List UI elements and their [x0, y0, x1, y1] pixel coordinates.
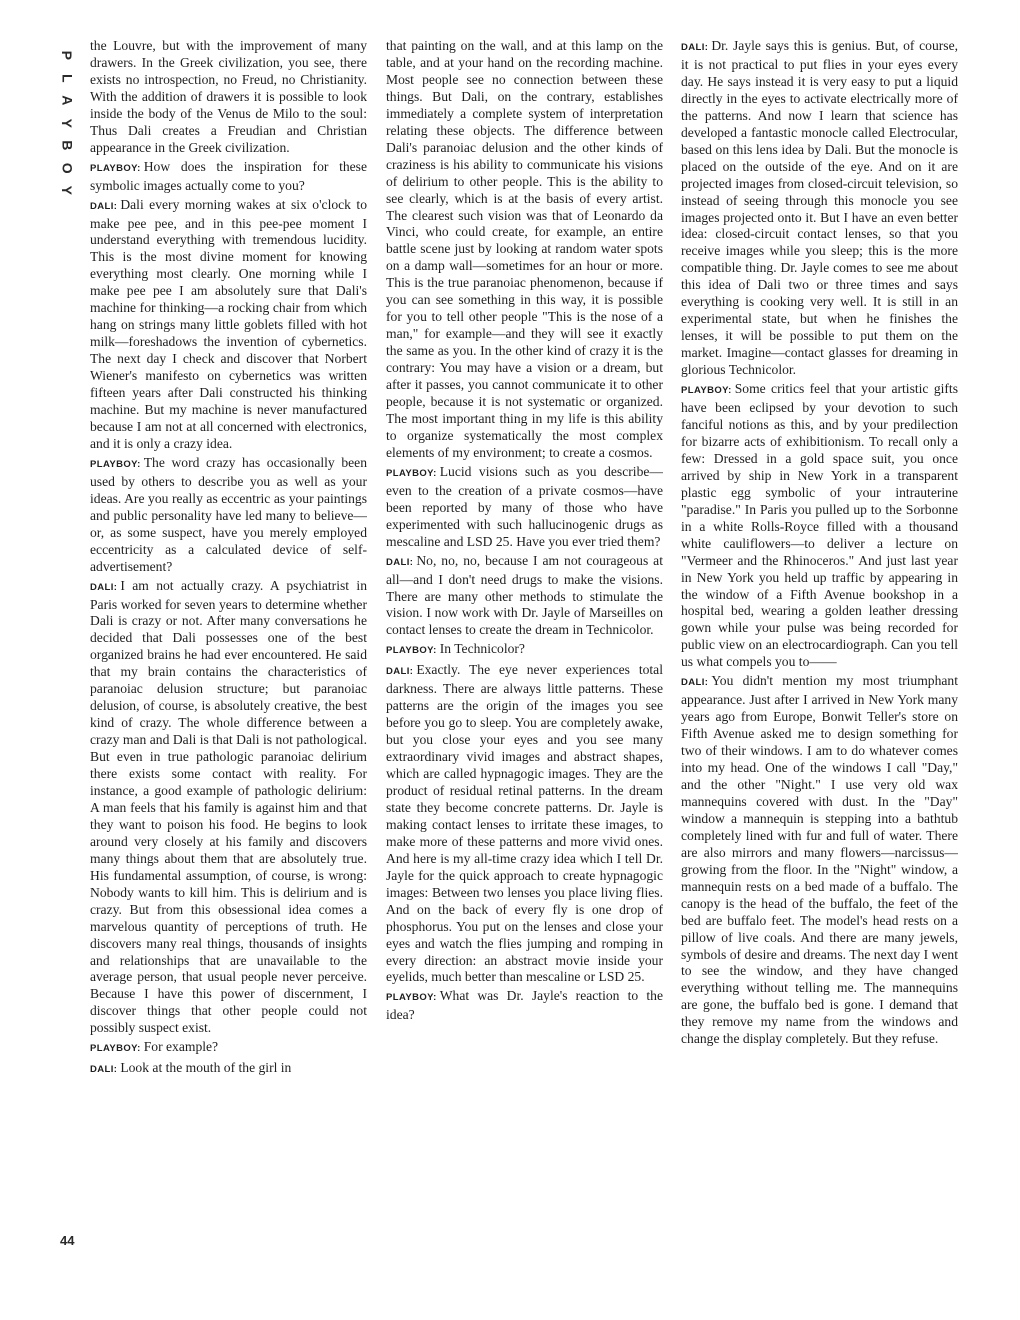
speaker-label: DALI: — [90, 1064, 118, 1076]
article-paragraph — [90, 1060, 367, 1079]
article-paragraph — [90, 38, 367, 157]
logo-letter: Y — [59, 118, 76, 128]
paragraph-text: In Technicolor? — [439, 641, 525, 657]
text-column-1 — [90, 38, 367, 1254]
article-paragraph — [90, 1039, 367, 1058]
article-paragraph — [90, 578, 367, 1038]
logo-letter: Y — [59, 185, 76, 195]
speaker-label: PLAYBOY: — [386, 467, 437, 479]
paragraph-text: Lucid visions such as you describe—even to the creation of a private cosmos—have been reported by many of those who have experimented with such hallucinogenic drugs as mescaline and LSD 25. Have you ever tried them? — [386, 463, 663, 549]
article-paragraph — [681, 381, 958, 671]
speaker-label: DALI: — [386, 666, 414, 678]
paragraph-text: the Louvre, but with the improvement of many drawers. In the Greek civilization, you see, there exists no introspection, no Freud, no Christianity. With the addition of drawers it is possible to look inside the body of the Venus de Milo to the soul: Thus Dali creates a Freudian and Christian appearance in the Greek civilization. — [90, 38, 367, 155]
speaker-label: DALI: — [681, 677, 709, 689]
article-paragraph — [386, 641, 663, 660]
logo-letter: O — [59, 162, 76, 174]
speaker-label: DALI: — [386, 556, 414, 568]
paragraph-text: You didn't mention my most triumphant appearance. Just after I arrived in New York many years ago from Europe, Bonwit Teller's store on Fifth Avenue asked me to design something for two of their windows. I am to do whatever comes into my head. One of the windows I call "Day," and the other "Night." I use very old wax mannequins covered with dust. In the "Day" window a mannequin is stepping into a bathtub completely lined with fur and full of water. There are also mirrors and many flowers—narcissus—growing from the floor. In the "Night" window, a mannequin rests on a bed made of a buffalo. The canopy is the head of the buffalo, the feet of the bed are buffalo feet. The model's head rests on a pillow of live coals. And there are many jewels, symbols of desire and dreams. The next day I went to see the window, and they have changed everything without telling me. The mannequins are gone, the buffalo bed is gone. I demand that they remove my name from the windows and change the display completely. But they refuse. — [681, 673, 958, 1047]
article-paragraph — [386, 988, 663, 1024]
article-paragraph — [90, 197, 367, 453]
article-paragraph — [681, 38, 958, 379]
article-paragraph — [681, 673, 958, 1048]
paragraph-text: Dr. Jayle says this is genius. But, of course, it is not practical to put flies in your eyes every day. He says instead it is very easy to put a liquid directly in the eyes to activate electrically more of the patterns. And now I learn that science has developed a fantastic monocle called Electrocular, based on this lens idea by Dali. But the monocle is placed on the outside of the eye. And on it are projected images from closed-circuit television, so instead of seeing through this monocle you see images projected onto it. But I have an even better idea: closed-circuit contact lenses, so that you receive images while you sleep; this is the more compatible thing. Dr. Jayle comes to see me about this idea of Dali two or three times and says everything is cooking very well. It is still in an experimental state, but when he finishes the lenses, it will be possible to put them on the market. Imagine—contact glasses for dreaming in glorious Technicolor. — [681, 38, 958, 378]
paragraph-text: For example? — [143, 1039, 219, 1055]
logo-letter: P — [59, 50, 76, 60]
text-column-3 — [681, 38, 958, 1254]
article-paragraph — [386, 464, 663, 551]
speaker-label: DALI: — [90, 581, 118, 593]
article-paragraph — [90, 159, 367, 195]
logo-letter: B — [59, 140, 76, 151]
paragraph-text: The word crazy has occasionally been used by others to describe you as well as your ideas. Are you really as eccentric as your paintings and public personality have led many to believe—or, as some suspect, have you merely employed eccentricity as a calculated device of self-advertisement? — [90, 454, 367, 574]
speaker-label: PLAYBOY: — [681, 385, 732, 397]
article-paragraph — [90, 455, 367, 576]
logo-letter: L — [59, 73, 76, 83]
paragraph-text: Exactly. The eye never experiences total darkness. There are always little patterns. These patterns are the origin of the images you see before you go to sleep. You are completely awake, but you close your eyes and you see many extraordinary vivid images and abstract shapes, which are called hypnagogic images. They are the product of residual retinal patterns. In the dream state they become concrete patterns. Dr. Jayle is making contact lenses to irritate these images, to make more of these patterns and more vivid ones. And here is my all-time crazy idea which I tell Dr. Jayle for the quick approach to create hypnagogic images: Between two lenses you place living flies. And on the back of every fly is one drop of phosphorus. You put on the lenses and close your eyes and watch the flies jumping and romping in every direction: an abstract movie inside your eyelids, much better than mescaline or LSD 25. — [386, 662, 663, 985]
article-paragraph — [386, 38, 663, 462]
logo-letter: A — [59, 95, 76, 106]
text-column-2 — [386, 38, 663, 1254]
article-paragraph — [386, 553, 663, 640]
playboy-side-logo — [58, 44, 76, 202]
speaker-label: DALI: — [90, 200, 118, 212]
paragraph-text: What was Dr. Jayle's reaction to the idea? — [386, 988, 663, 1023]
speaker-label: PLAYBOY: — [386, 992, 437, 1004]
speaker-label: DALI: — [681, 42, 709, 53]
paragraph-text: that painting on the wall, and at this lamp on the table, and at your hand on the recording machine. Most people see no connection between these things. But Dali, on the contrary, establishes immediately a complete system of interpretation relating these objects. The difference between Dali's paranoiac delusion and the other kinds of craziness is his ability to communicate his visions of delirium to other people. This is the ability to see clearly, which is at the basis of every artist. The clearest such vision was that of Leonardo da Vinci, who could create, for example, an entire battle scene just by looking at random water spots on a damp wall—sometimes for an hour or more. This is the true paranoiac phenomenon, because if you can see something in this way, it is possible for you to tell other people "This is the nose of a man," for example—and they will see it exactly the same as you. In the other kind of crazy it is the contrary: You may have a vision or a dream, but after it passes, you cannot communicate it to other people, because it is not systematic or organized. The most important thing in my life is this ability to organize systematically the most complex elements of my environment; to create a cosmos. — [386, 38, 663, 460]
paragraph-text: How does the inspiration for these symbolic images actually come to you? — [90, 158, 367, 193]
page-number: 44 — [60, 1233, 75, 1248]
paragraph-text: Dali every morning wakes at six o'clock to make pee pee, and in this pee-pee moment I understand everything with tremendous lucidity. This is the most divine moment for knowing everything most clearly. One morning while I make pee pee I am absolutely sure that Dali's machine for thinking—a rocking chair from which hang on strings many little goblets filled with hot milk—foreshadows the invention of cybernetics. The next day I check and discover that Norbert Wiener's manifesto on cybernetics was written fifteen years after Dali constructed his thinking machine. But my machine is never manufactured because I am not at all concerned with electronics, and it is only a crazy idea. — [90, 196, 367, 451]
paragraph-text: No, no, no, because I am not courageous at all—and I don't need drugs to make the visions. There are many other methods to stimulate the vision. I now work with Dr. Jayle of Marseilles on contact lenses to create the dream in Technicolor. — [386, 552, 663, 638]
speaker-label: PLAYBOY: — [90, 1043, 141, 1055]
paragraph-text: Some critics feel that your artistic gifts have been eclipsed by your devotion to such fanciful notions as this, and by your predilection for bizarre acts of exhibitionism. To recall only a few: Dressed in a gold space suit, you once arrived by ship in New York in a transparent plastic egg symbolic of your intrauterine "paradise." In Paris you pulled up to the Sorbonne in a white Rolls-Royce filled with a thousand white cauliflowers—to deliver a lecture on "Vermeer and the Rhinoceros." And just last year in New York you held up traffic by appearing in the window of a Fifth Avenue bookshop in a hospital bed, wearing a golden leather dressing gown while your pulse was being recorded for public view on an electrocardiograph. Can you tell us what compels you to—— — [681, 381, 958, 670]
paragraph-text: I am not actually crazy. A psychiatrist in Paris worked for seven years to determine whether Dali is crazy or not. After many conversations he decided that Dali possesses one of the best organized brains he had ever encountered. He said that my brain contains the characteristics of paranoiac delusion structure; but paranoiac delusion, of course, is absolutely creative, the best kind of crazy. The whole difference between a crazy man and Dali is that Dali is not pathological. But even in true pathologic paranoiac delirium there exists some contact with reality. For instance, a good example of pathologic delirium: A man feels that his family is against him and that they want to poison his food. He begins to look around very closely at his family and discovers many things about them that are absolutely true. His fundamental assumption, of course, is wrong: Nobody wants to kill him. This is delirium and is crazy. But from this obsessional idea comes a marvelous quantity of perceptions of truth. He discovers many real things, thousands of insights and relationships that are unavailable to the average person, that usual people never perceive. Because I have this power of discernment, I discover things that other people could not possibly suspect exist. — [90, 577, 367, 1036]
article-paragraph — [386, 662, 663, 986]
paragraph-text: Look at the mouth of the girl in — [120, 1060, 292, 1076]
speaker-label: PLAYBOY: — [90, 458, 141, 470]
speaker-label: PLAYBOY: — [386, 645, 437, 657]
speaker-label: PLAYBOY: — [90, 162, 141, 174]
